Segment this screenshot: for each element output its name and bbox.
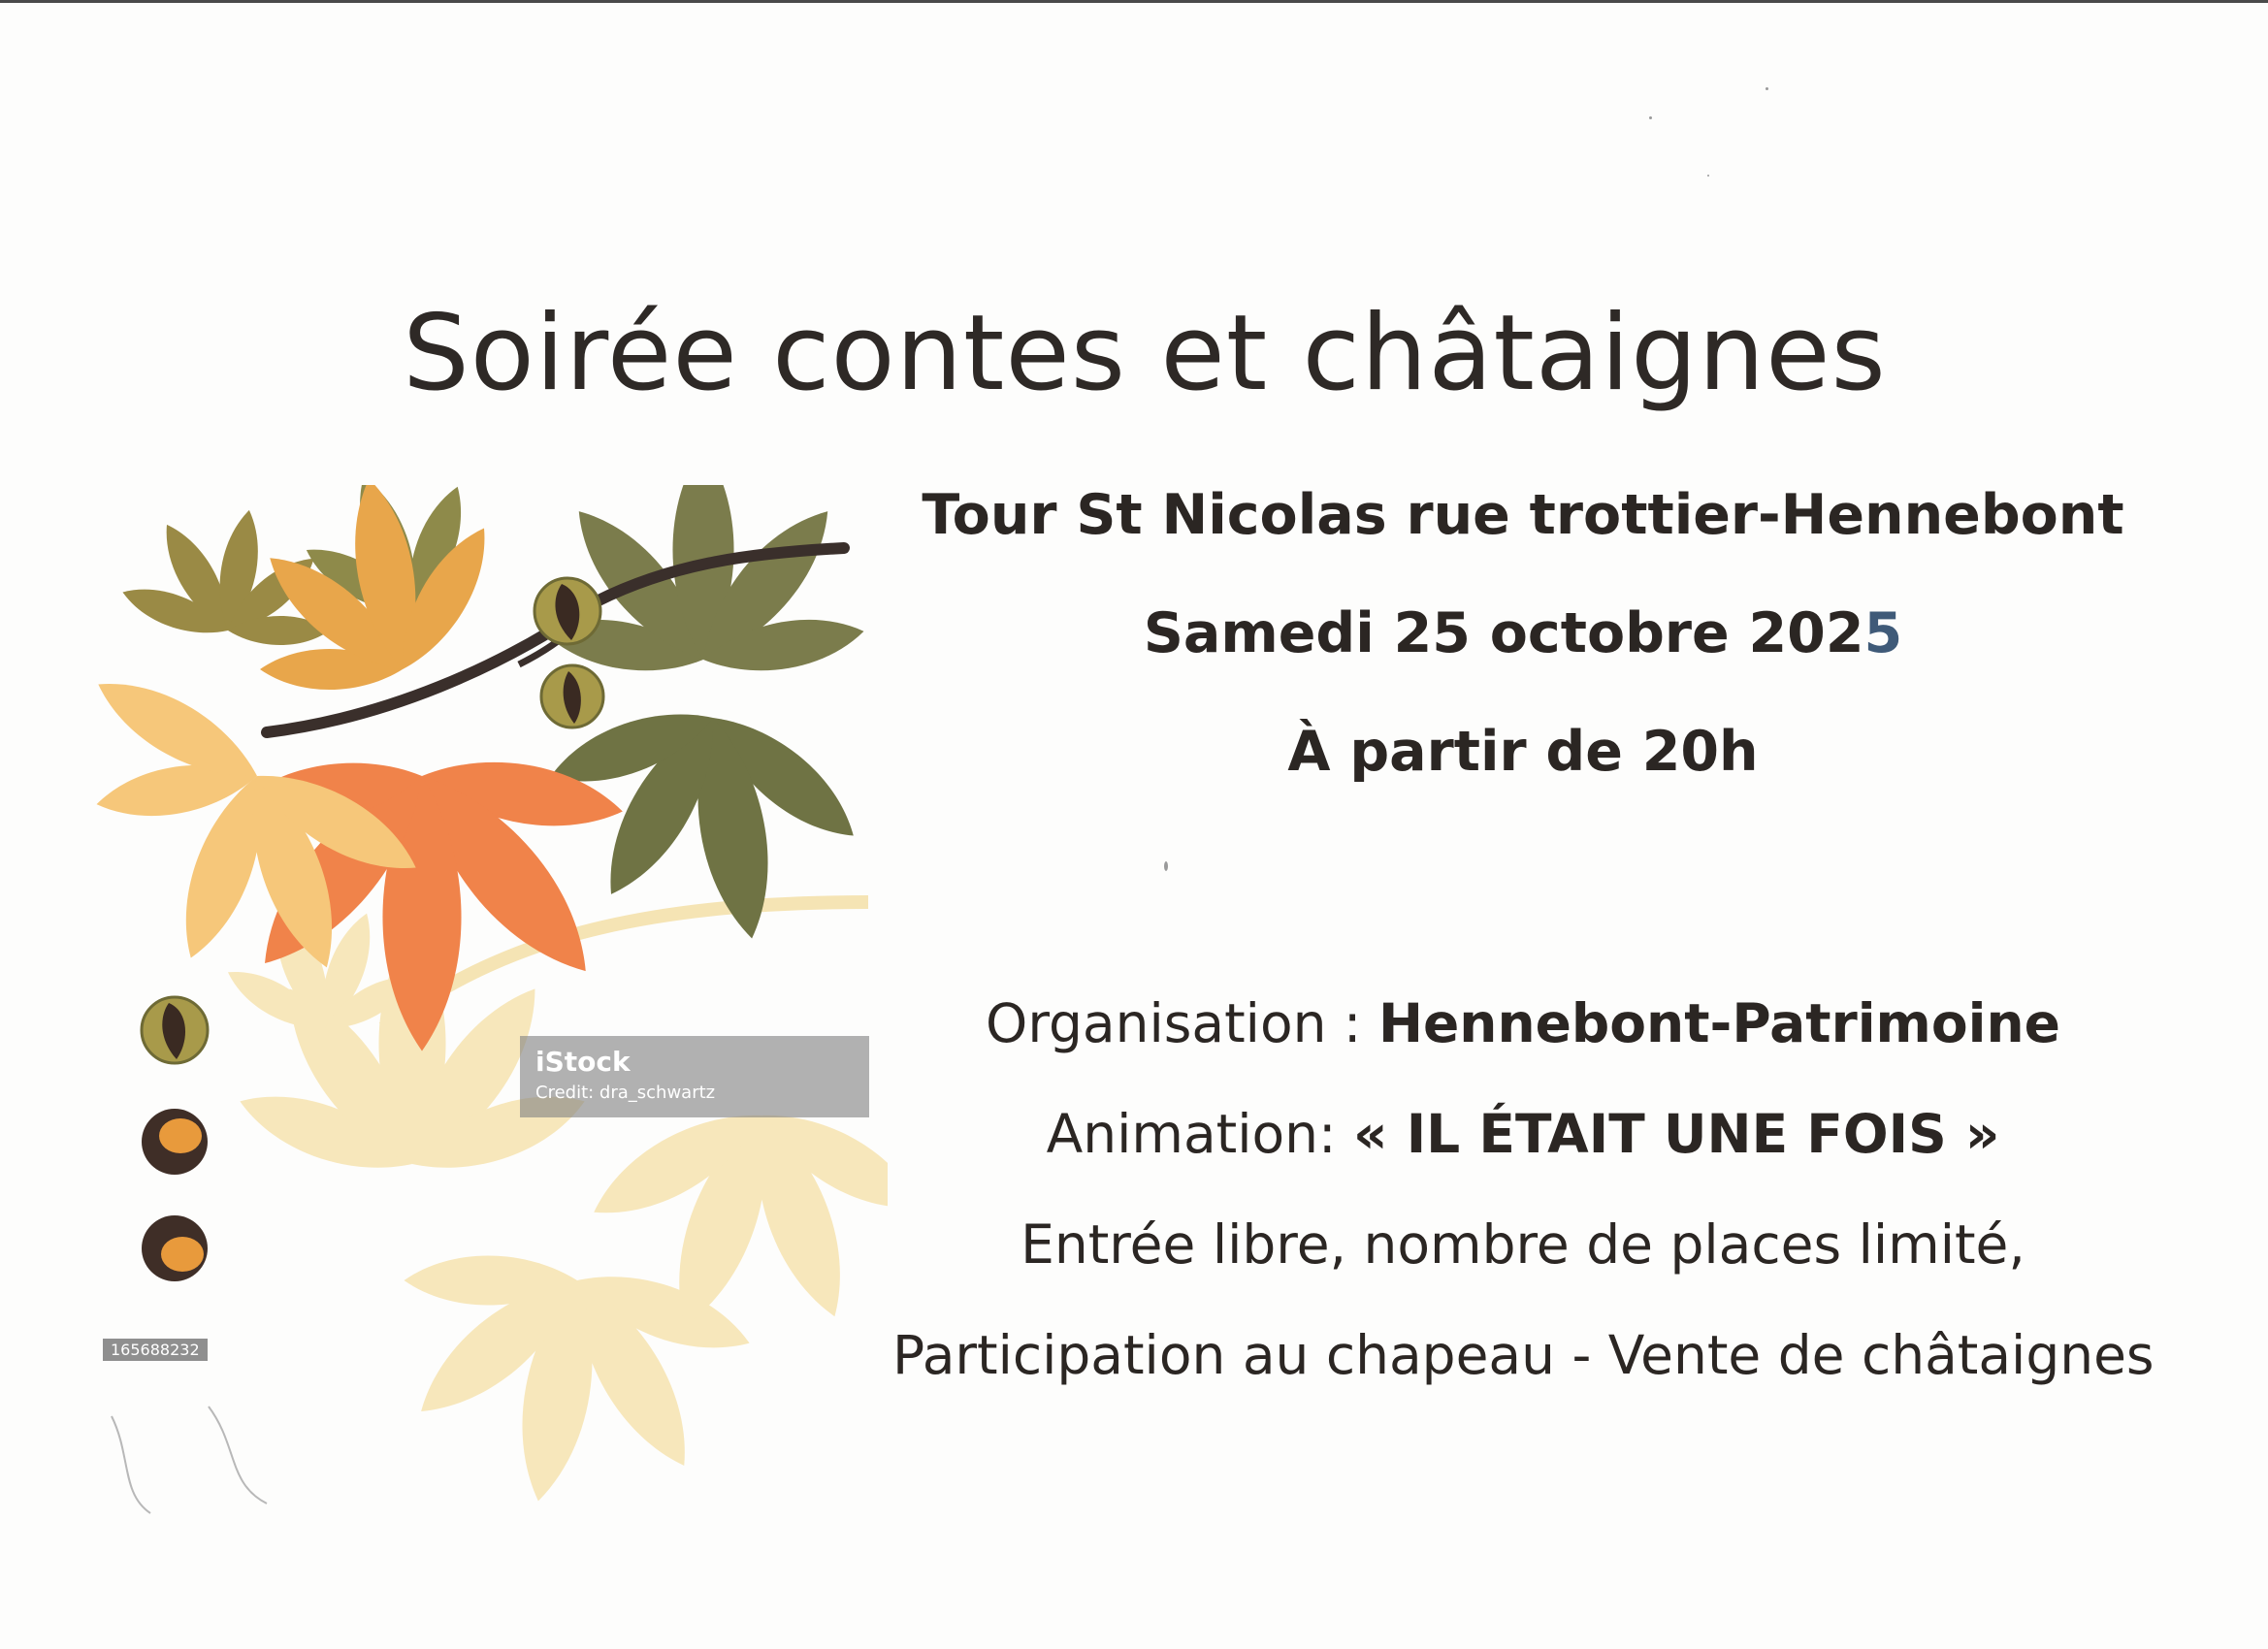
date-text: Samedi 25 octobre 202 [1143,601,1864,665]
handwritten-year-digit: 5 [1863,601,1903,665]
entry-line: Entrée libre, nombre de places limité, [1021,1213,2025,1276]
scan-speck [1164,861,1168,871]
watermark-credit: Credit: dra_schwartz [535,1083,716,1103]
scan-speck [1766,87,1768,90]
chestnut-1 [142,1109,208,1175]
time-line: À partir de 20h [1287,720,1759,784]
scan-speck [1707,175,1709,177]
pale-leaves [220,897,888,1506]
chestnut-2 [142,1215,208,1281]
chestnut-husk-top [535,578,600,644]
animation-label: Animation: [1046,1103,1354,1165]
stock-id-label: 165688232 [103,1339,208,1361]
poster-title: Soirée contes et châtaignes [403,293,1887,414]
chestnut-husk-mid [541,665,603,728]
chestnut-husk-left [142,997,208,1063]
location-line: Tour St Nicolas rue trottier-Hennebont [922,483,2124,547]
organisation-line [892,989,2154,1057]
date-line [892,599,2154,667]
organisation-label: Organisation : [986,992,1378,1054]
chestnut-leaves-illustration [92,485,888,1552]
scan-speck [1649,116,1652,119]
participation-line: Participation au chapeau - Vente de châtaignes [892,1324,2155,1386]
organisation-value: Hennebont-Patrimoine [1377,992,2060,1054]
stock-watermark [520,1036,869,1117]
animation-line [892,1100,2154,1168]
scan-edge [0,0,2268,3]
ochre-leaf [254,485,504,690]
watermark-brand: iStock [535,1046,631,1078]
animation-value: « IL ÉTAIT UNE FOIS » [1353,1103,2000,1165]
